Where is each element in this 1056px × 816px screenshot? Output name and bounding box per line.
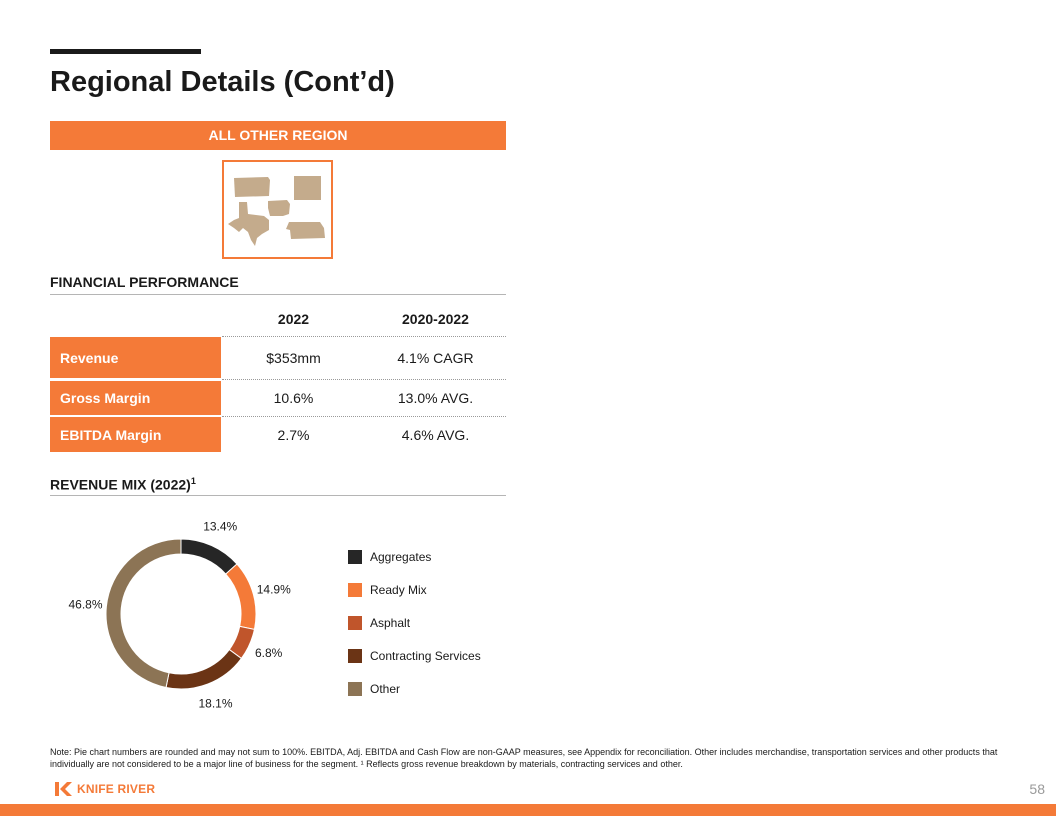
column-header-2022: 2022	[277, 311, 310, 327]
table-divider	[222, 379, 506, 380]
footer-bar	[0, 804, 1056, 816]
legend-swatch-other	[348, 682, 362, 696]
revenue-2022-value: $353mm	[266, 350, 321, 366]
revenue-mix-chart	[40, 520, 520, 720]
slice-aggregates	[181, 539, 237, 574]
page-title: Regional Details (Cont’d)	[50, 66, 395, 98]
states-map-icon	[224, 162, 331, 257]
row-label-revenue: Revenue	[50, 337, 221, 378]
region-map	[222, 160, 333, 259]
revenue-cagr-value: 4.1% CAGR	[397, 350, 474, 366]
legend-swatch-ready-mix	[348, 583, 362, 597]
row-label-gross-margin: Gross Margin	[50, 381, 221, 415]
ebitda-margin-2022-value: 2.7%	[277, 427, 310, 443]
table-divider	[222, 416, 506, 417]
data-label-other: 46.8%	[68, 597, 103, 612]
page-number: 58	[1029, 781, 1045, 797]
logo-text: KNIFE RIVER	[77, 782, 156, 796]
revenue-mix-heading-text: REVENUE MIX (2022)	[50, 476, 191, 493]
legend-label-other: Other	[370, 682, 401, 696]
footnote-marker: 1	[190, 476, 196, 486]
revenue-mix-rule	[50, 495, 506, 496]
data-label-ready-mix: 14.9%	[256, 582, 291, 597]
legend-label-aggregates: Aggregates	[370, 550, 432, 564]
footnote: Note: Pie chart numbers are rounded and may not sum to 100%. EBITDA, Adj. EBITDA and Cash Flow are non-GAAP measures, see Appendix for reconciliation. Other includes merchandise, transportation services and other products that individually are not considered to be a major line of business for the segment. ¹ Reflects gross revenue breakdown by materials, contracting services and other.	[50, 747, 998, 769]
legend-label-asphalt: Asphalt	[370, 616, 411, 630]
data-label-asphalt: 6.8%	[254, 646, 283, 661]
gross-margin-avg-value: 13.0% AVG.	[397, 390, 474, 406]
financial-performance-rule	[50, 294, 506, 295]
ebitda-margin-avg-value: 4.6% AVG.	[401, 427, 470, 443]
legend-label-ready-mix: Ready Mix	[370, 583, 427, 597]
financial-performance-heading: FINANCIAL PERFORMANCE	[50, 274, 239, 290]
legend-swatch-aggregates	[348, 550, 362, 564]
legend-swatch-asphalt	[348, 616, 362, 630]
slice-ready-mix	[226, 564, 256, 629]
data-label-contracting-services: 18.1%	[198, 696, 233, 711]
table-divider	[222, 336, 506, 337]
revenue-mix-heading	[50, 476, 196, 493]
data-label-aggregates: 13.4%	[203, 520, 238, 534]
knife-river-logo-icon	[55, 782, 73, 796]
title-rule	[50, 49, 201, 54]
row-label-ebitda-margin: EBITDA Margin	[50, 417, 221, 452]
slice-contracting-services	[166, 650, 241, 689]
legend-label-contracting-services: Contracting Services	[370, 649, 481, 663]
slice-other	[106, 539, 181, 687]
gross-margin-2022-value: 10.6%	[273, 390, 314, 406]
knife-river-logo	[55, 782, 155, 796]
revenue-mix-donut	[40, 520, 520, 720]
column-header-2020-2022: 2020-2022	[402, 311, 469, 327]
region-banner: ALL OTHER REGION	[50, 121, 506, 150]
legend-swatch-contracting-services	[348, 649, 362, 663]
